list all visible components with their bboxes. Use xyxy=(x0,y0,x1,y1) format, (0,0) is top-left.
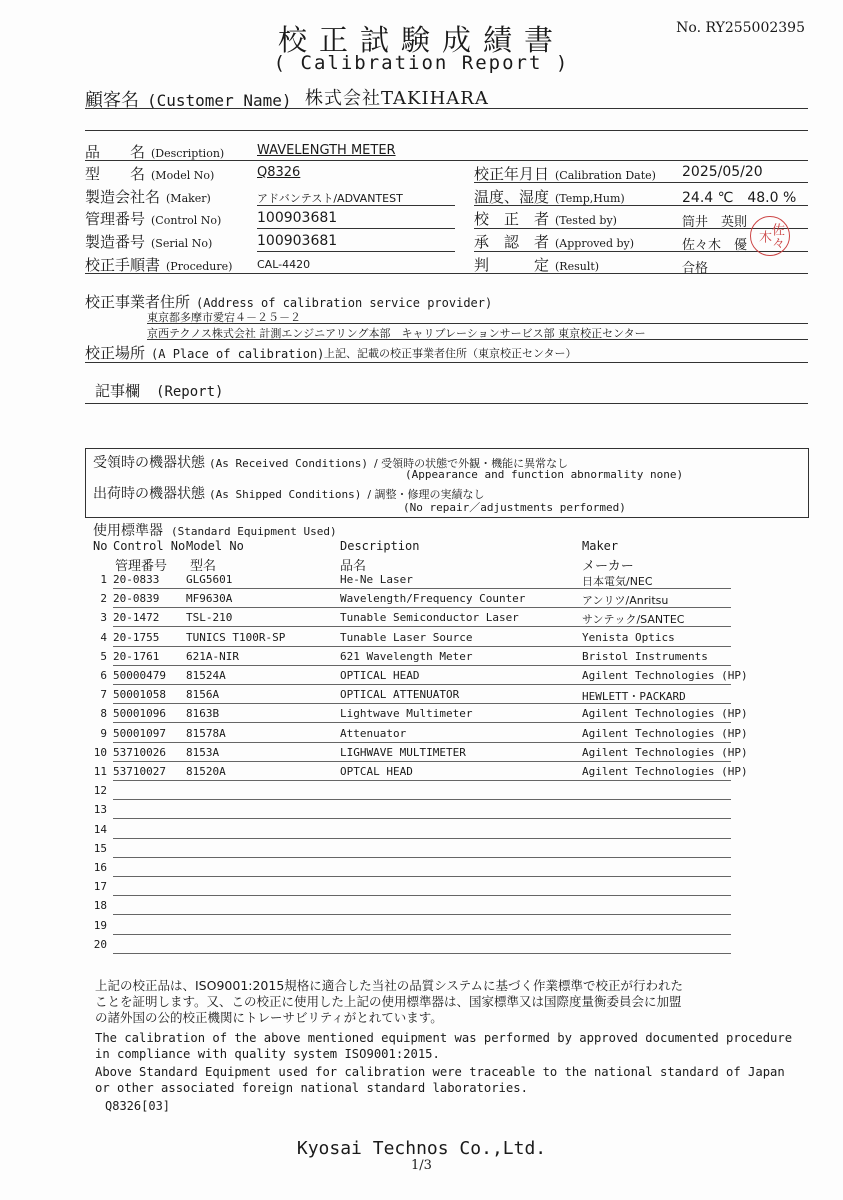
row-no: 9 xyxy=(100,726,107,740)
row-model-no: 81524A xyxy=(186,669,226,682)
model-label xyxy=(85,163,214,184)
divider xyxy=(257,251,455,252)
serial-label xyxy=(85,231,212,252)
temp-hum-label xyxy=(474,186,625,207)
row-description: 621 Wavelength Meter xyxy=(340,649,473,663)
description-value: WAVELENGTH METER xyxy=(257,143,396,158)
row-model-no: 81578A xyxy=(186,726,226,740)
report-label xyxy=(95,380,223,401)
row-control-no: 20-1472 xyxy=(113,611,160,625)
row-maker: Agilent Technologies (HP) xyxy=(582,669,748,682)
header-model-no: Model No xyxy=(186,539,244,553)
row-divider xyxy=(113,838,731,839)
row-control-no: 53710027 xyxy=(113,765,166,778)
statement-jp-2: ことを証明します。又、この校正に使用した上記の使用標準器は、国家標準又は国際度量衡委員会に加盟 xyxy=(95,994,682,1009)
document-title: 校正試験成績書 xyxy=(277,23,565,57)
divider xyxy=(257,228,455,229)
row-no: 18 xyxy=(93,899,107,913)
serial-label-jp: 製造番号 xyxy=(85,233,146,251)
equipment-title-jp: 使用標準器 xyxy=(93,523,163,539)
row-no: 11 xyxy=(93,765,107,778)
row-maker: サンテック/SANTEC xyxy=(582,613,685,627)
row-no: 5 xyxy=(100,649,107,663)
row-maker: アンリツ/Anritsu xyxy=(582,594,669,608)
place-label xyxy=(85,342,324,363)
maker-label-en: (Maker) xyxy=(166,192,211,205)
header-no: No xyxy=(93,539,108,553)
row-no: 3 xyxy=(100,611,107,625)
row-divider xyxy=(113,876,731,877)
approved-by-label-en: (Approved by) xyxy=(555,237,635,250)
row-description: Wavelength/Frequency Counter xyxy=(340,592,526,606)
customer-label-jp: 顧客名 xyxy=(85,90,139,111)
control-value: 100903681 xyxy=(257,210,338,226)
header-maker-jp: メーカー xyxy=(582,559,634,574)
row-model-no: TUNICS T100R-SP xyxy=(186,630,286,644)
result-label-jp: 判 定 xyxy=(474,256,550,274)
row-no: 19 xyxy=(93,918,107,932)
report-label-jp: 記事欄 xyxy=(95,382,141,400)
customer-label-en: (Customer Name) xyxy=(147,91,292,110)
cal-date-label-jp: 校正年月日 xyxy=(474,165,550,183)
equipment-title-en: (Standard Equipment Used) xyxy=(171,525,337,538)
row-maker: Bristol Instruments xyxy=(582,649,708,663)
row-model-no: 8163B xyxy=(186,707,220,721)
divider xyxy=(85,362,808,363)
row-control-no: 20-0839 xyxy=(113,592,160,606)
control-label-en: (Control No) xyxy=(151,214,222,227)
row-description: OPTICAL ATTENUATOR xyxy=(340,688,460,702)
statement-en-1: The calibration of the above mentioned equipment was performed by approved documented procedure xyxy=(95,1031,793,1045)
tested-by-label xyxy=(474,208,617,229)
approved-by-value: 佐々木 優 xyxy=(682,238,748,253)
control-label xyxy=(85,208,221,229)
page-number: 1/3 xyxy=(411,1158,432,1173)
row-model-no: 621A-NIR xyxy=(186,649,239,663)
approval-stamp: 佐々木 xyxy=(750,216,790,256)
divider xyxy=(474,182,808,183)
row-divider xyxy=(113,588,731,589)
place-label-jp: 校正場所 xyxy=(85,344,146,362)
row-divider xyxy=(113,703,731,704)
divider xyxy=(147,323,808,324)
temp-hum-value: 24.4 ℃ 48.0 % xyxy=(682,190,797,206)
row-no: 13 xyxy=(93,803,107,817)
row-no: 4 xyxy=(100,630,107,644)
shipped-label-en: (As Shipped Conditions) xyxy=(209,488,362,501)
row-no: 20 xyxy=(93,937,107,951)
document-number: No. RY255002395 xyxy=(676,20,805,36)
divider xyxy=(85,403,808,404)
row-model-no: TSL-210 xyxy=(186,611,233,625)
statement-en-3: Above Standard Equipment used for calibration were traceable to the national standard of Japan xyxy=(95,1065,785,1079)
row-divider xyxy=(113,857,731,858)
row-model-no: MF9630A xyxy=(186,592,233,606)
statement-en-4: or other associated foreign national standard laboratories. xyxy=(95,1081,528,1095)
control-label-jp: 管理番号 xyxy=(85,210,146,228)
header-model-jp: 型名 xyxy=(190,559,217,574)
row-model-no: GLG5601 xyxy=(186,573,233,586)
row-no: 16 xyxy=(93,861,107,874)
cal-date-label-en: (Calibration Date) xyxy=(555,169,656,182)
row-description: Tunable Semiconductor Laser xyxy=(340,611,519,625)
divider xyxy=(85,130,808,131)
customer-name: 株式会社TAKIHARA xyxy=(305,88,489,109)
approved-by-label xyxy=(474,231,634,252)
divider xyxy=(85,108,808,109)
row-description: Attenuator xyxy=(340,726,407,740)
equipment-title xyxy=(93,520,337,540)
procedure-label-jp: 校正手順書 xyxy=(85,256,161,274)
row-description: Tunable Laser Source xyxy=(340,630,473,644)
row-control-no: 50000479 xyxy=(113,669,166,682)
received-label-en: (As Received Conditions) xyxy=(209,457,368,470)
row-divider xyxy=(113,895,731,896)
header-maker: Maker xyxy=(582,539,619,553)
provider-org: 京西テクノス株式会社 計測エンジニアリング本部 キャリブレーションサービス部 東京校正センター xyxy=(147,327,646,340)
row-model-no: 81520A xyxy=(186,765,226,778)
cal-date-value: 2025/05/20 xyxy=(682,164,763,180)
received-value-en: (Appearance and function abnormality none) xyxy=(405,468,684,481)
model-value: Q8326 xyxy=(257,165,301,180)
model-label-jp: 型 名 xyxy=(85,165,146,183)
approved-by-label-jp: 承 認 者 xyxy=(474,233,550,251)
model-label-en: (Model No) xyxy=(151,169,215,182)
row-divider xyxy=(113,818,731,819)
shipped-value-jp: / 調整・修理の実績なし xyxy=(367,488,485,501)
row-model-no: 8153A xyxy=(186,745,220,759)
description-label xyxy=(85,141,224,162)
row-divider xyxy=(113,780,731,781)
row-maker: Agilent Technologies (HP) xyxy=(582,745,748,759)
description-label-jp: 品 名 xyxy=(85,143,146,161)
row-no: 10 xyxy=(93,745,107,759)
row-description: He-Ne Laser xyxy=(340,573,413,586)
row-divider xyxy=(113,665,731,666)
row-no: 2 xyxy=(100,592,107,606)
statement-jp-3: の諸外国の公的校正機関にトレーサビリティがとれています。 xyxy=(95,1010,443,1025)
row-divider xyxy=(113,934,731,935)
provider-label-en: (Address of calibration service provider) xyxy=(196,296,493,310)
serial-label-en: (Serial No) xyxy=(151,237,213,250)
row-control-no: 20-1755 xyxy=(113,630,160,644)
row-divider xyxy=(113,626,731,627)
row-maker: Agilent Technologies (HP) xyxy=(582,726,748,740)
procedure-label-en: (Procedure) xyxy=(166,260,233,273)
row-description: LIGHWAVE MULTIMETER xyxy=(340,745,466,759)
description-label-en: (Description) xyxy=(151,147,225,160)
row-model-no: 8156A xyxy=(186,688,220,702)
serial-value: 100903681 xyxy=(257,233,338,249)
maker-value: アドバンテスト/ADVANTEST xyxy=(257,192,403,205)
statement-jp-1: 上記の校正品は、ISO9001:2015規格に適合した当社の品質システムに基づく作業標準で校正が行われた xyxy=(95,978,684,993)
header-control-no: Control No xyxy=(113,539,186,553)
row-divider xyxy=(113,607,731,608)
row-control-no: 50001096 xyxy=(113,707,166,721)
received-label-jp: 受領時の機器状態 xyxy=(93,455,205,471)
place-value: 上記、記載の校正事業者住所（東京校正センター） xyxy=(324,347,577,360)
row-no: 14 xyxy=(93,822,107,836)
row-no: 8 xyxy=(100,707,107,721)
row-no: 1 xyxy=(100,573,107,586)
row-maker: 日本電気/NEC xyxy=(582,575,653,588)
row-divider xyxy=(113,684,731,685)
row-divider xyxy=(113,799,731,800)
row-no: 12 xyxy=(93,784,107,798)
result-label xyxy=(474,254,599,275)
row-no: 15 xyxy=(93,841,107,855)
tested-by-label-en: (Tested by) xyxy=(555,214,617,227)
row-no: 6 xyxy=(100,669,107,682)
row-divider xyxy=(113,914,731,915)
document-subtitle: ( Calibration Report ) xyxy=(273,52,570,74)
received-value-jp: / 受領時の状態で外観・機能に異常なし xyxy=(373,457,569,470)
row-no: 7 xyxy=(100,688,107,702)
row-description: OPTICAL HEAD xyxy=(340,669,420,682)
row-control-no: 53710026 xyxy=(113,745,166,759)
row-control-no: 50001097 xyxy=(113,726,166,740)
row-divider xyxy=(113,953,731,954)
form-code: Q8326[03] xyxy=(105,1099,171,1113)
row-control-no: 20-1761 xyxy=(113,649,160,663)
divider xyxy=(147,339,808,340)
row-divider xyxy=(113,742,731,743)
row-divider xyxy=(113,646,731,647)
result-label-en: (Result) xyxy=(555,260,600,273)
header-description: Description xyxy=(340,539,420,553)
procedure-value: CAL-4420 xyxy=(257,258,311,271)
row-maker: Agilent Technologies (HP) xyxy=(582,765,748,778)
shipped-value-en: (No repair／adjustments performed) xyxy=(403,501,626,514)
tested-by-label-jp: 校 正 者 xyxy=(474,210,550,228)
row-divider xyxy=(113,722,731,723)
divider xyxy=(474,205,808,206)
temp-hum-label-jp: 温度、湿度 xyxy=(474,188,550,206)
maker-label xyxy=(85,186,211,207)
row-divider xyxy=(113,761,731,762)
tested-by-value: 筒井 英則 xyxy=(682,215,748,230)
temp-hum-label-en: (Temp,Hum) xyxy=(555,192,625,205)
row-maker: Yenista Optics xyxy=(582,630,675,644)
header-control-jp: 管理番号 xyxy=(115,559,168,574)
report-label-en: (Report) xyxy=(156,384,224,400)
row-control-no: 50001058 xyxy=(113,688,166,702)
row-control-no: 20-0833 xyxy=(113,573,160,586)
row-description: Lightwave Multimeter xyxy=(340,707,473,721)
provider-address: 東京都多摩市愛宕４－２５－２ xyxy=(147,311,301,324)
row-maker: Agilent Technologies (HP) xyxy=(582,707,748,721)
place-label-en: (A Place of calibration) xyxy=(151,347,325,361)
shipped-label-jp: 出荷時の機器状態 xyxy=(93,486,205,502)
procedure-label xyxy=(85,254,232,275)
divider xyxy=(85,160,808,161)
result-value: 合格 xyxy=(682,261,709,276)
company-name: Kyosai Technos Co.,Ltd. xyxy=(296,1138,547,1159)
cal-date-label xyxy=(474,163,656,184)
divider xyxy=(257,205,455,206)
provider-label-jp: 校正事業者住所 xyxy=(85,293,191,311)
header-description-jp: 品名 xyxy=(340,559,367,574)
row-maker: HEWLETT・PACKARD xyxy=(582,690,686,704)
row-no: 17 xyxy=(93,880,107,894)
statement-en-2: in compliance with quality system ISO9001:2015. xyxy=(95,1047,440,1061)
row-description: OPTCAL HEAD xyxy=(340,765,413,778)
maker-label-jp: 製造会社名 xyxy=(85,188,161,206)
